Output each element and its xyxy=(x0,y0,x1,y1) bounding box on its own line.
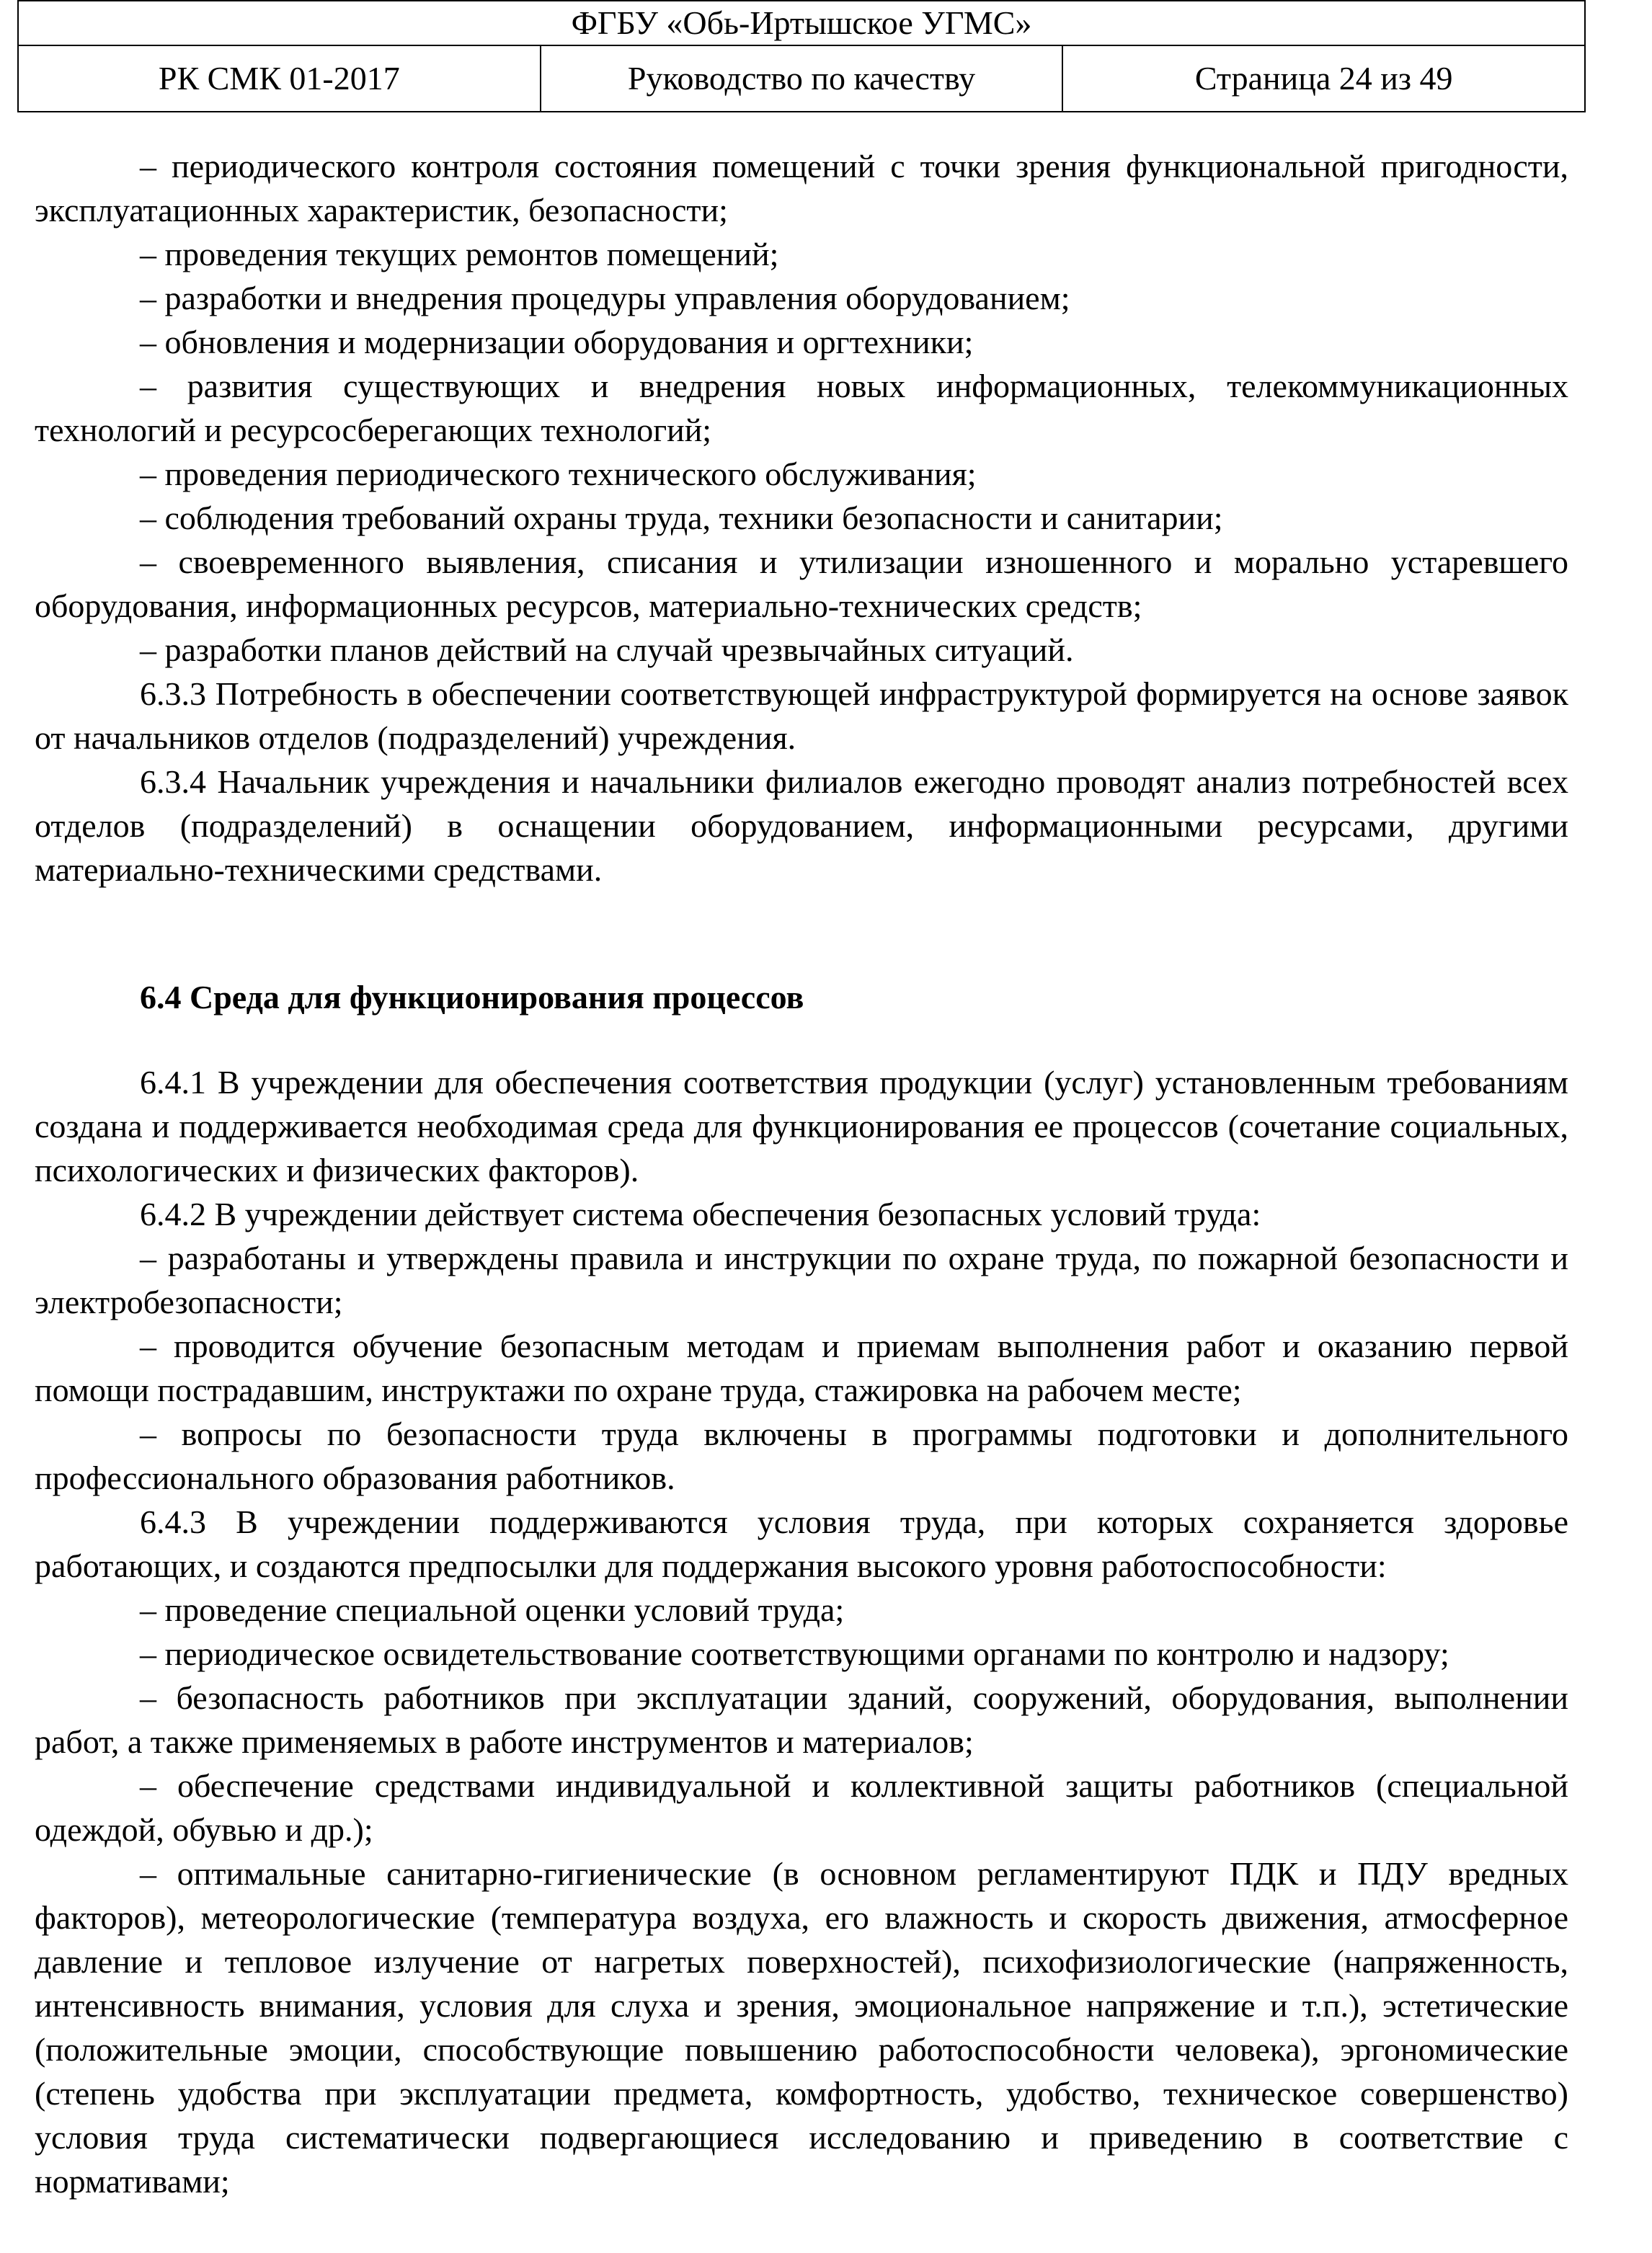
list-item: – обеспечение средствами индивидуальной и коллективной защиты работников (специальной одеждой, обувью и др.); xyxy=(35,1767,1568,1848)
list-item: – проведения периодического технического обслуживания; xyxy=(140,456,977,492)
list-item: – развития существующих и внедрения новых информационных, телекоммуникационных технологий и ресурсосберегающих технологий; xyxy=(35,368,1568,448)
list-item: – проведение специальной оценки условий труда; xyxy=(140,1591,845,1628)
header-doc-title: Руководство по качеству xyxy=(541,45,1063,112)
paragraph-6-4-1: 6.4.1 В учреждении для обеспечения соответствия продукции (услуг) установленным требованиям создана и поддерживается необходимая среда для функционирования ее процессов (сочетание социальных, психологических и физических факторов). xyxy=(35,1064,1568,1188)
list-item: – периодическое освидетельствование соответствующими органами по контролю и надзору; xyxy=(140,1635,1449,1672)
document-header xyxy=(17,0,1586,112)
list-item: – проведения текущих ремонтов помещений; xyxy=(140,236,779,272)
list-item: – оптимальные санитарно-гигиенические (в основном регламентируют ПДК и ПДУ вредных факторов), метеорологические (температура воздуха, его влажность и скорость движения, атмосферное давление и тепловое излучение от нагретых поверхностей), психофизиологические (напряженность, интенсивность внимания, условия для слуха и зрения, эмоциональное напряжение и т.п.), эстетические (положительные эмоции, способствующие повышению работоспособности человека), эргономические (степень удобства при эксплуатации предмета, комфортность, удобство, техническое совершенство) условия труда систематически подвергающиеся исследованию и приведению в соответствие с нормативами; xyxy=(35,1855,1568,2200)
header-page-info: Страница 24 из 49 xyxy=(1062,45,1585,112)
header-row-organization xyxy=(18,1,1585,45)
header-doc-code: РК СМК 01-2017 xyxy=(18,45,541,112)
list-item: – периодического контроля состояния помещений с точки зрения функциональной пригодности, эксплуатационных характеристик, безопасности; xyxy=(35,148,1568,228)
list-item: – вопросы по безопасности труда включены в программы подготовки и дополнительного профессионального образования работников. xyxy=(35,1416,1568,1496)
list-item: – безопасность работников при эксплуатации зданий, сооружений, оборудования, выполнении работ, а также применяемых в работе инструментов и материалов; xyxy=(35,1679,1568,1760)
paragraph-6-4-2: 6.4.2 В учреждении действует система обеспечения безопасных условий труда: xyxy=(140,1196,1261,1232)
list-item: – проводится обучение безопасным методам и приемам выполнения работ и оказанию первой помощи пострадавшим, инструктажи по охране труда, стажировка на рабочем месте; xyxy=(35,1328,1568,1408)
header-row-meta xyxy=(18,45,1585,112)
list-item: – разработки планов действий на случай чрезвычайных ситуаций. xyxy=(140,631,1074,668)
list-item: – своевременного выявления, списания и утилизации изношенного и морально устаревшего оборудования, информационных ресурсов, материально-технических средств; xyxy=(35,543,1568,624)
section-heading-6-4: 6.4 Среда для функционирования процессов xyxy=(140,979,804,1016)
paragraph-6-3-4: 6.3.4 Начальник учреждения и начальники филиалов ежегодно проводят анализ потребностей всех отделов (подразделений) в оснащении оборудованием, информационными ресурсами, другими материально-техническими средствами. xyxy=(35,763,1568,888)
list-item: – обновления и модернизации оборудования и оргтехники; xyxy=(140,324,974,360)
list-item: – разработаны и утверждены правила и инструкции по охране труда, по пожарной безопасности и электробезопасности; xyxy=(35,1240,1568,1320)
document-body xyxy=(35,144,1568,2203)
header-organization: ФГБУ «Обь-Иртышское УГМС» xyxy=(18,1,1585,45)
paragraph-6-4-3: 6.4.3 В учреждении поддерживаются условия труда, при которых сохраняется здоровье работающих, и создаются предпосылки для поддержания высокого уровня работоспособности: xyxy=(35,1503,1568,1584)
list-item: – соблюдения требований охраны труда, техники безопасности и санитарии; xyxy=(140,499,1223,536)
list-item: – разработки и внедрения процедуры управления оборудованием; xyxy=(140,280,1070,316)
paragraph-6-3-3: 6.3.3 Потребность в обеспечении соответствующей инфраструктурой формируется на основе заявок от начальников отделов (подразделений) учреждения. xyxy=(35,675,1568,756)
